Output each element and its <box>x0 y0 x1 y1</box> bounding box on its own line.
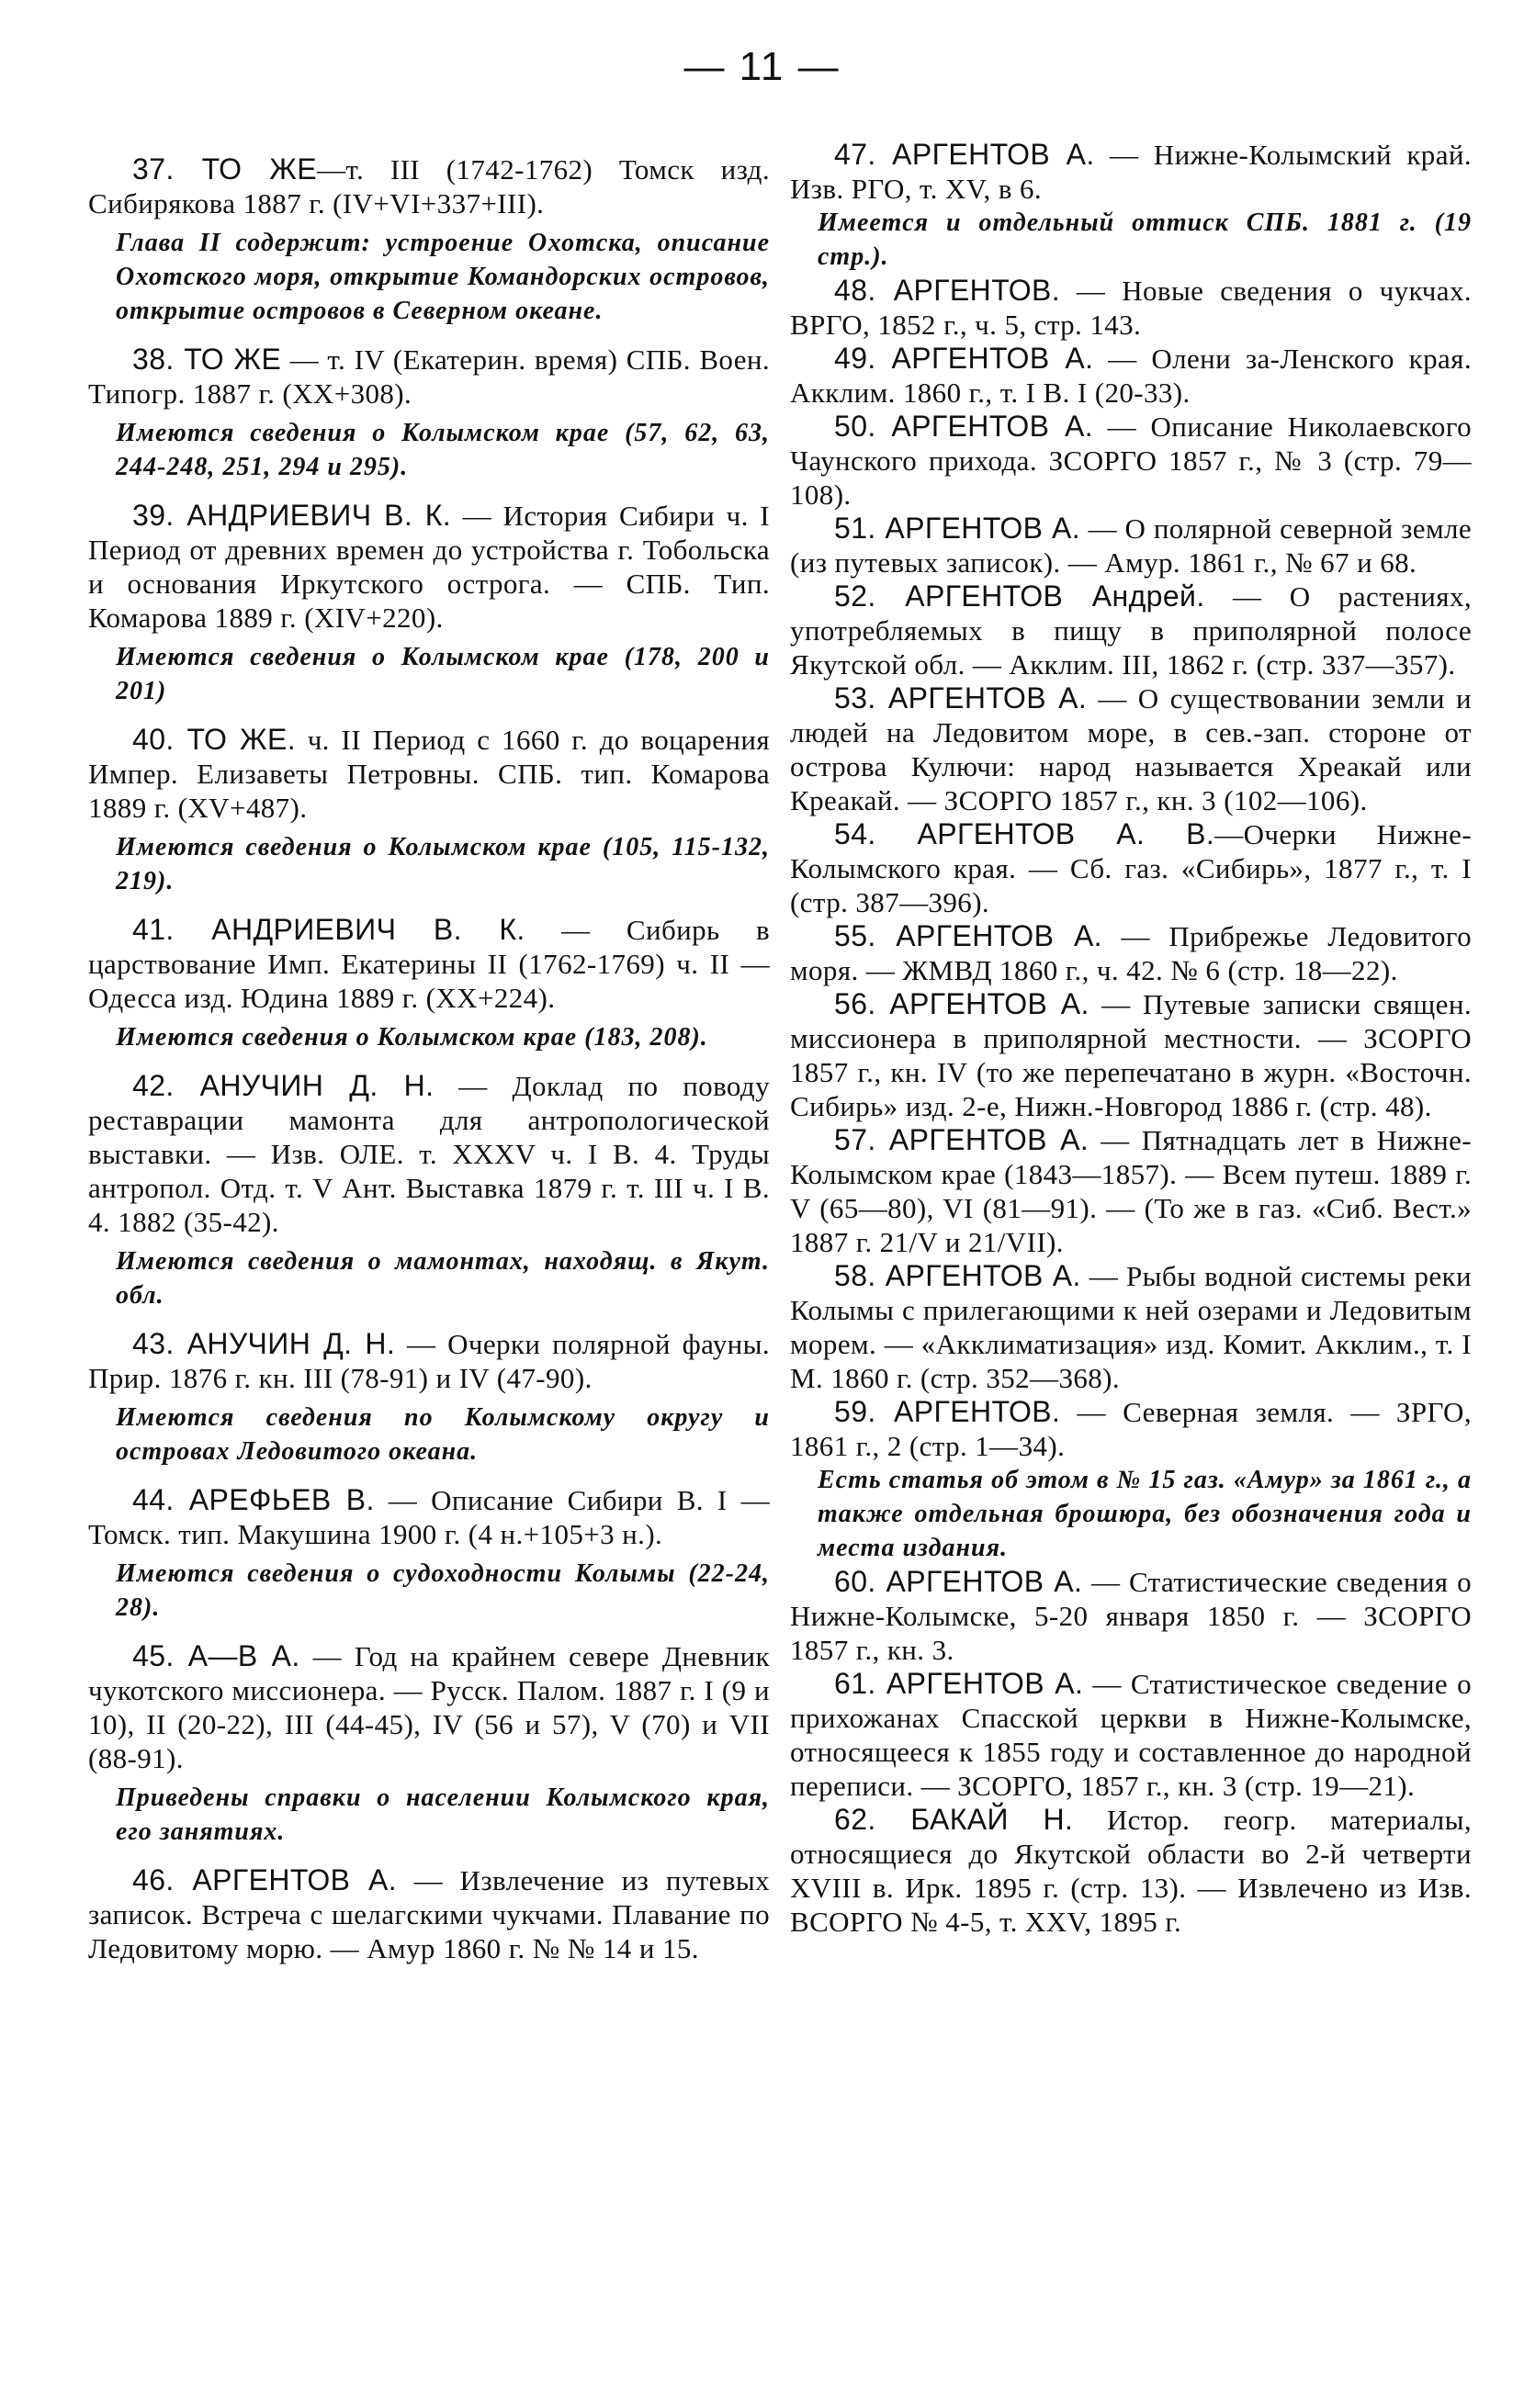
bibliography-entry <box>790 138 1472 206</box>
entry-heading: 53. АРГЕНТОВ А. <box>834 681 1088 715</box>
entry-text: — О растениях, употребляемых в пищу в приполярной полосе Якутской обл. — Акклим. III, 1862 г. (стр. 337—357). <box>790 580 1473 681</box>
entry-heading: 56. АРГЕНТОВ А. <box>834 987 1089 1020</box>
entry-text: — Прибрежье Ледовитого моря. — ЖМВД 1860 г., ч. 42. № 6 (стр. 18—22). <box>790 920 1472 986</box>
bibliography-entry <box>88 499 770 635</box>
bibliography-entry <box>790 919 1472 987</box>
entry-heading: 40. ТО ЖЕ. <box>132 723 297 756</box>
bibliography-entry <box>790 681 1472 817</box>
entry-note: Имеется и отдельный оттиск СПБ. 1881 г. (19 стр.). <box>818 208 1472 271</box>
entry-text: — Описание Николаевского Чаунского прихода. ЗСОРГО 1857 г., № 3 (стр. 79—108). <box>790 411 1473 511</box>
entry-text: — Нижне-Колымский край. Изв. РГО, т. XV, в 6. <box>790 139 1473 205</box>
entry-heading: 47. АРГЕНТОВ А. <box>834 138 1095 171</box>
entry-text: ч. II Период с 1660 г. до воцарения Импер. Елизаветы Петровны. СПБ. тип. Комарова 1889 г. (XV+487). <box>88 724 770 824</box>
bibliography-entry <box>88 343 770 411</box>
bibliography-entry <box>790 1565 1472 1667</box>
entry-note: Имеются сведения о Колымском крае (178, 200 и 201) <box>116 643 770 705</box>
entry-heading: 45. А—В А. <box>132 1639 300 1672</box>
entry-text: — О существовании земли и людей на Ледовитом море, в сев.-зап. стороне от острова Кулючи: народ называется Хреакай или Креакай. — ЗСОРГО 1857 г., кн. 3 (102—106). <box>790 682 1473 816</box>
entry-text: — О полярной северной земле (из путевых записок). — Амур. 1861 г., № 67 и 68. <box>790 512 1472 579</box>
entry-text: — Статистическое сведение о прихожанах Спасской церкви в Нижне-Колымске, относящееся к 1855 году и составленное до народной переписи. — ЗСОРГО, 1857 г., кн. 3 (стр. 19—21). <box>790 1668 1472 1802</box>
entry-text: — Сибирь в царствование Имп. Екатерины II (1762-1769) ч. II — Одесса изд. Юдина 1889 г. (XX+224). <box>88 914 770 1014</box>
bibliography-entry <box>790 579 1472 681</box>
bibliography-entry <box>790 342 1472 410</box>
entry-heading: 38. ТО ЖЕ <box>132 343 282 376</box>
entry-note: Имеются сведения о мамонтах, находящ. в Якут. обл. <box>116 1247 770 1310</box>
entry-text: — Год на крайнем севере Дневник чукотского миссионера. — Русск. Палом. 1887 г. I (9 и 10), II (20-22), III (44-45), IV (56 и 57), V (70) и VII (88-91). <box>88 1640 770 1774</box>
entry-heading: 37. ТО ЖЕ <box>132 152 317 186</box>
bibliography-entry <box>88 723 770 825</box>
entry-heading: 58. АРГЕНТОВ А. <box>834 1259 1081 1292</box>
entry-heading: 61. АРГЕНТОВ А. <box>834 1667 1084 1700</box>
bibliography-entry <box>88 1069 770 1239</box>
bibliography-entry <box>790 817 1472 919</box>
bibliography-entry <box>88 913 770 1015</box>
entry-heading: 44. АРЕФЬЕВ В. <box>132 1483 375 1516</box>
bibliography-entry <box>790 274 1472 342</box>
entry-text: — Доклад по поводу реставрации мамонта для антропологической выставки. — Изв. ОЛЕ. т. XXXV ч. I В. 4. Труды антропол. Отд. т. V Ант. Выставка 1879 г. т. III ч. I В. 4. 1882 (35-42). <box>88 1070 770 1238</box>
entry-note: Приведены справки о населении Колымского края, его занятиях. <box>116 1783 770 1846</box>
entry-heading: 62. БАКАЙ Н. <box>834 1803 1074 1836</box>
entry-note: Глава II содержит: устроение Охотска, описание Охотского моря, открытие Командорских островов, открытие островов в Северном океане. <box>116 229 770 325</box>
entry-text: — История Сибири ч. I Период от древних времен до устройства г. Тобольска и основания Иркутского острога. — СПБ. Тип. Комарова 1889 г. (XIV+220). <box>88 500 770 634</box>
entry-note: Есть статья об этом в № 15 газ. «Амур» за 1861 г., а также отдельная брошюра, без обозначения года и места издания. <box>818 1466 1472 1562</box>
entry-text: —Очерки Нижне-Колымского края. — Сб. газ. «Сибирь», 1877 г., т. I (стр. 387—396). <box>790 818 1473 918</box>
entry-heading: 43. АНУЧИН Д. Н. <box>132 1327 396 1360</box>
bibliography-entry <box>88 1483 770 1551</box>
entry-heading: 57. АРГЕНТОВ А. <box>834 1123 1089 1156</box>
entry-note: Имеются сведения по Колымскому округу и островах Ледовитого океана. <box>116 1403 770 1466</box>
entry-text: — Рыбы водной системы реки Колымы с прилегающими к ней озерами и Ледовитым морем. — «Акклиматизация» изд. Комит. Акклим., т. I М. 1860 г. (стр. 352—368). <box>790 1260 1473 1394</box>
bibliography-entry <box>790 410 1472 512</box>
entry-heading: 46. АРГЕНТОВ А. <box>132 1863 398 1896</box>
entry-heading: 54. АРГЕНТОВ А. В. <box>834 817 1215 850</box>
entry-text: — Очерки полярной фауны. Прир. 1876 г. кн. III (78-91) и IV (47-90). <box>88 1328 770 1394</box>
entry-heading: 59. АРГЕНТОВ. <box>834 1395 1061 1428</box>
entry-note: Имеются сведения о Колымском крае (105, 115-132, 219). <box>116 833 770 895</box>
entry-heading: 50. АРГЕНТОВ А. <box>834 410 1094 443</box>
entry-text: — Путевые записки священ. миссионера в приполярной местности. — ЗСОРГО 1857 г., кн. IV (то же перепечатано в журн. «Восточн. Сибирь» изд. 2-е, Нижн.-Новгород 1886 г. (стр. 48). <box>790 988 1472 1122</box>
entry-text: — Статистические сведения о Нижне-Колымске, 5-20 января 1850 г. — ЗСОРГО 1857 г., кн. 3. <box>790 1566 1473 1666</box>
bibliography-entry <box>790 1259 1472 1395</box>
entry-text: —т. III (1742-1762) Томск изд. Сибирякова 1887 г. (IV+VI+337+III). <box>88 153 770 219</box>
entry-text: — Описание Сибири В. I — Томск. тип. Макушина 1900 г. (4 н.+105+3 н.). <box>88 1484 770 1550</box>
entry-text: Истор. геогр. материалы, относящиеся до Якутской области во 2-й четверти XVIII в. Ирк. 1895 г. (стр. 13). — Извлечено из Изв. ВСОРГО № 4-5, т. XXV, 1895 г. <box>790 1804 1472 1938</box>
entry-text: — Пятнадцать лет в Нижне-Колымском крае (1843—1857). — Всем путеш. 1889 г. V (65—80), VI (81—91). — (То же в газ. «Сиб. Вест.» 1887 г. 21/V и 21/VII). <box>790 1124 1472 1258</box>
entry-heading: 55. АРГЕНТОВ А. <box>834 919 1102 952</box>
entry-note: Имеются сведения о Колымском крае (57, 62, 63, 244-248, 251, 294 и 295). <box>116 419 770 481</box>
bibliography-entry <box>790 1667 1472 1803</box>
entry-text: — Новые сведения о чукчах. ВРГО, 1852 г., ч. 5, стр. 143. <box>790 275 1472 341</box>
entry-heading: 60. АРГЕНТОВ А. <box>834 1565 1083 1598</box>
entry-text: — Олени за-Ленского края. Акклим. 1860 г., т. I В. I (20-33). <box>790 343 1472 409</box>
entry-heading: 49. АРГЕНТОВ А. <box>834 342 1094 375</box>
right-column <box>790 138 1472 1939</box>
entry-heading: 48. АРГЕНТОВ. <box>834 274 1061 307</box>
bibliography-entry <box>88 1639 770 1775</box>
bibliography-entry <box>88 1327 770 1395</box>
bibliography-entry <box>88 1863 770 1965</box>
bibliography-entry <box>790 512 1472 579</box>
bibliography-entry <box>790 987 1472 1123</box>
entry-heading: 52. АРГЕНТОВ Андрей. <box>834 579 1205 613</box>
entry-text: — Извлечение из путевых записок. Встреча с шелагскими чукчами. Плавание по Ледовитому морю. — Амур 1860 г. № № 14 и 15. <box>88 1864 771 1964</box>
page-number: — 11 — <box>683 44 841 89</box>
entry-text: — Северная земля. — ЗРГО, 1861 г., 2 (стр. 1—34). <box>790 1396 1472 1462</box>
bibliography-entry <box>88 152 770 220</box>
entry-heading: 39. АНДРИЕВИЧ В. К. <box>132 499 452 532</box>
entry-text: — т. IV (Екатерин. время) СПБ. Воен. Типогр. 1887 г. (XX+308). <box>88 343 771 410</box>
bibliography-entry <box>790 1395 1472 1463</box>
entry-heading: 42. АНУЧИН Д. Н. <box>132 1069 435 1102</box>
bibliography-entry <box>790 1803 1472 1939</box>
entry-note: Имеются сведения о судоходности Колымы (22-24, 28). <box>116 1559 770 1622</box>
bibliography-entry <box>790 1123 1472 1259</box>
entry-heading: 51. АРГЕНТОВ А. <box>834 512 1081 545</box>
entry-heading: 41. АНДРИЕВИЧ В. К. <box>132 913 525 946</box>
left-column <box>88 138 770 1965</box>
entry-note: Имеются сведения о Колымском крае (183, 208). <box>116 1023 708 1052</box>
